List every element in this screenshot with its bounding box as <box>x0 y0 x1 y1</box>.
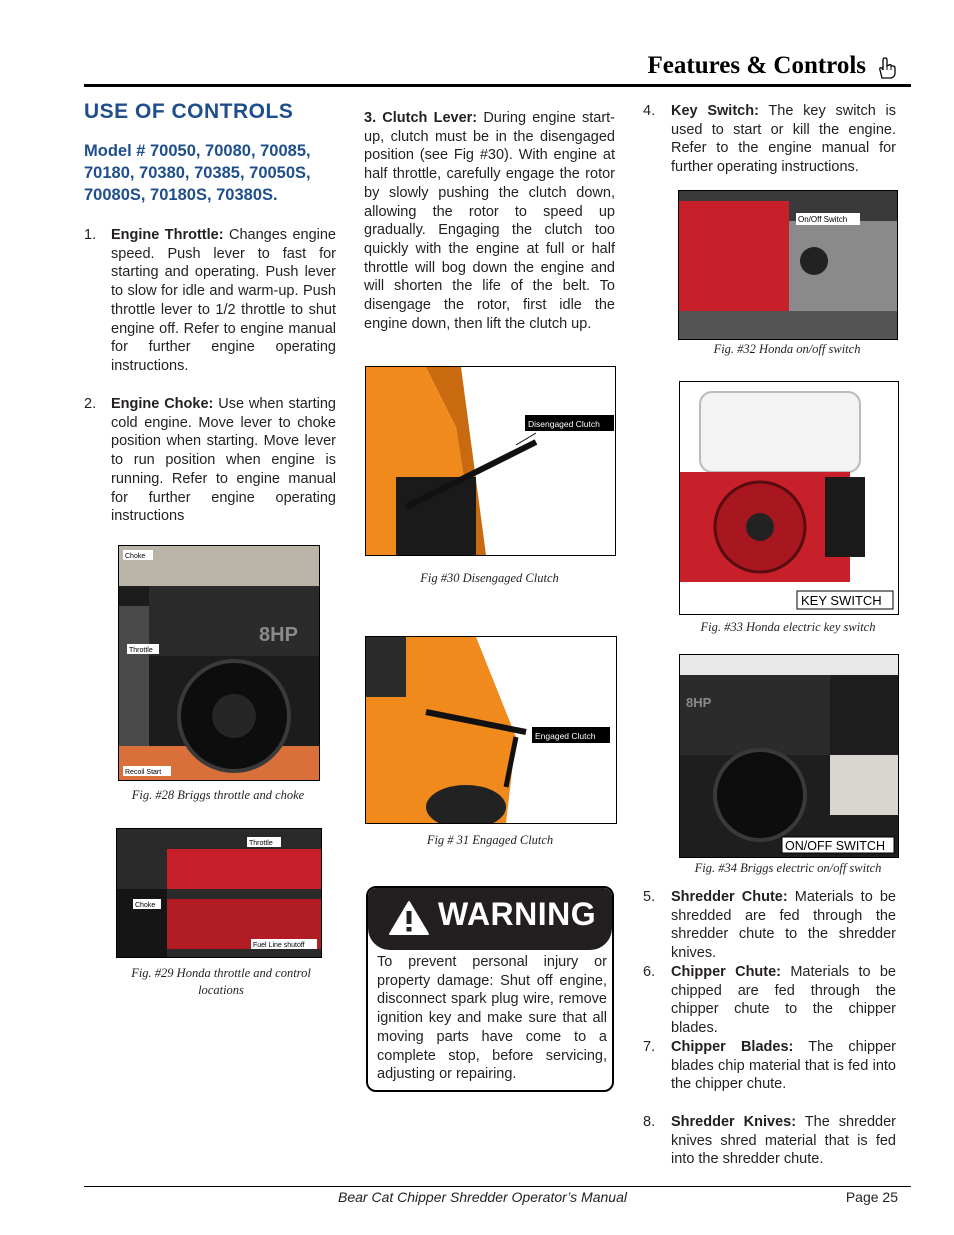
item-number: 6. <box>643 964 656 980</box>
figure-31-label: Engaged Clutch <box>535 731 596 741</box>
item-number: 4. <box>643 103 656 119</box>
item-text: The key switch is used to start or kill the engine. Refer to the engine manual for further operating instructions. <box>671 103 896 176</box>
item-number: 2. <box>84 396 97 412</box>
figure-33-honda-key-switch <box>679 381 899 615</box>
figure-29-label-fuel: Fuel Line shutoff <box>253 942 305 949</box>
figure-30-label: Disengaged Clutch <box>528 419 600 429</box>
item-text: The chipper blades chip material that is fed into the chipper chute. <box>671 1039 896 1093</box>
figure-33-caption: Fig. #33 Honda electric key switch <box>700 620 876 634</box>
footer-page-number: Page 25 <box>845 1189 898 1205</box>
list-item-shredder-knives <box>643 1113 896 1169</box>
page-header-title: Features & Controls <box>647 52 866 79</box>
footer-rule <box>84 1186 911 1187</box>
item-number: 8. <box>643 1114 656 1130</box>
figure-28-briggs-throttle-choke <box>118 545 320 781</box>
figure-28-stamp: 8HP <box>259 624 298 646</box>
model-numbers: Model # 70050, 70080, 70085, 70180, 70380, 70385, 70050S, 70080S, 70180S, 70380S. <box>84 142 311 204</box>
hand-pointer-icon <box>876 56 898 80</box>
item-title: Chipper Chute: <box>671 964 781 980</box>
list-item-clutch-lever <box>364 109 615 333</box>
figure-31-engaged-clutch <box>365 636 617 824</box>
item-title: Shredder Knives: <box>671 1114 797 1130</box>
list-item-key-switch <box>643 102 896 177</box>
item-title: Key Switch: <box>671 103 759 119</box>
warning-triangle-icon <box>388 900 430 936</box>
list-item-shredder-chute <box>643 888 896 963</box>
warning-word: WARNING <box>438 896 597 932</box>
figure-28-label-choke: Choke <box>125 553 146 560</box>
item-title: Shredder Chute: <box>671 889 788 905</box>
header-rule <box>84 84 911 87</box>
item-title: Engine Choke: <box>111 396 214 412</box>
figure-29-label-choke: Choke <box>135 902 156 909</box>
warning-box <box>366 886 614 1092</box>
list-item-chipper-blades <box>643 1038 896 1094</box>
figure-28-label-recoil: Recoil Start <box>125 769 162 776</box>
item-title: Chipper Blades: <box>671 1039 794 1055</box>
figure-34-label: ON/OFF SWITCH <box>785 839 885 853</box>
warning-text: To prevent personal injury or property damage: Shut off engine, disconnect spark plug wire, remove ignition key and make sure that all moving parts have come to a complete stop, before servicing, adjusting or repairing. <box>377 954 607 1083</box>
figure-30-disengaged-clutch <box>365 366 616 556</box>
list-item-engine-throttle <box>84 226 336 376</box>
item-text: The shredder knives shred material that is fed into the shredder chute. <box>671 1114 896 1168</box>
figure-29-honda-throttle-controls <box>116 828 322 958</box>
figure-30-caption: Fig #30 Disengaged Clutch <box>420 571 559 585</box>
figure-34-briggs-onoff-switch <box>679 654 899 858</box>
warning-header <box>368 888 612 950</box>
item-number: 7. <box>643 1039 656 1055</box>
item-text: Materials to be shredded are fed through the shredder chute to the shredder knives. <box>671 889 896 962</box>
figure-28-caption: Fig. #28 Briggs throttle and choke <box>131 788 305 802</box>
figure-32-honda-onoff-switch <box>678 190 898 340</box>
section-title: USE OF CONTROLS <box>84 100 294 123</box>
figure-28-label-throttle: Throttle <box>129 647 153 654</box>
figure-34-caption: Fig. #34 Briggs electric on/off switch <box>694 861 882 875</box>
item-title: 3. Clutch Lever: <box>364 110 478 126</box>
figure-31-caption: Fig # 31 Engaged Clutch <box>426 833 554 847</box>
item-text: Changes engine speed. Push lever to fast for starting and operating. Push lever to slow for idle and warm-up. Push throttle lever to 1/2 throttle to shut engine off. Refer to engine manual for further engine operating instructions. <box>111 227 336 374</box>
figure-29-caption: Fig. #29 Honda throttle and control locations <box>131 966 311 997</box>
item-text: During engine start-up, clutch must be in the disengaged position (see Fig #30). With engine at half throttle, carefully engage the rotor by slowly pushing the clutch down, allowing the rotor to speed up gradually. Engaging the clutch too quickly with the engine at full or half throttle will bog down the engine and will shorten the life of the belt. To disengage the rotor, first idle the engine down, then lift the clutch up. <box>364 110 616 332</box>
figure-29-label-throttle: Throttle <box>249 840 273 847</box>
figure-33-label: KEY SWITCH <box>801 593 882 608</box>
list-item-chipper-chute <box>643 963 896 1038</box>
footer-manual-title: Bear Cat Chipper Shredder Operator’s Manual <box>338 1189 627 1205</box>
item-text: Use when starting cold engine. Move lever to choke position when starting. Move lever to run position when engine is running. Refer to engine manual for further engine operating instructions <box>111 396 336 525</box>
item-text: Materials to be chipped are fed through the chipper chute to the chipper blades. <box>671 964 896 1037</box>
item-number: 1. <box>84 227 97 243</box>
figure-32-caption: Fig. #32 Honda on/off switch <box>713 342 861 356</box>
figure-34-stamp: 8HP <box>686 695 712 710</box>
item-number: 5. <box>643 889 656 905</box>
item-title: Engine Throttle: <box>111 227 224 243</box>
list-item-engine-choke <box>84 395 336 526</box>
figure-32-label: On/Off Switch <box>798 215 848 224</box>
